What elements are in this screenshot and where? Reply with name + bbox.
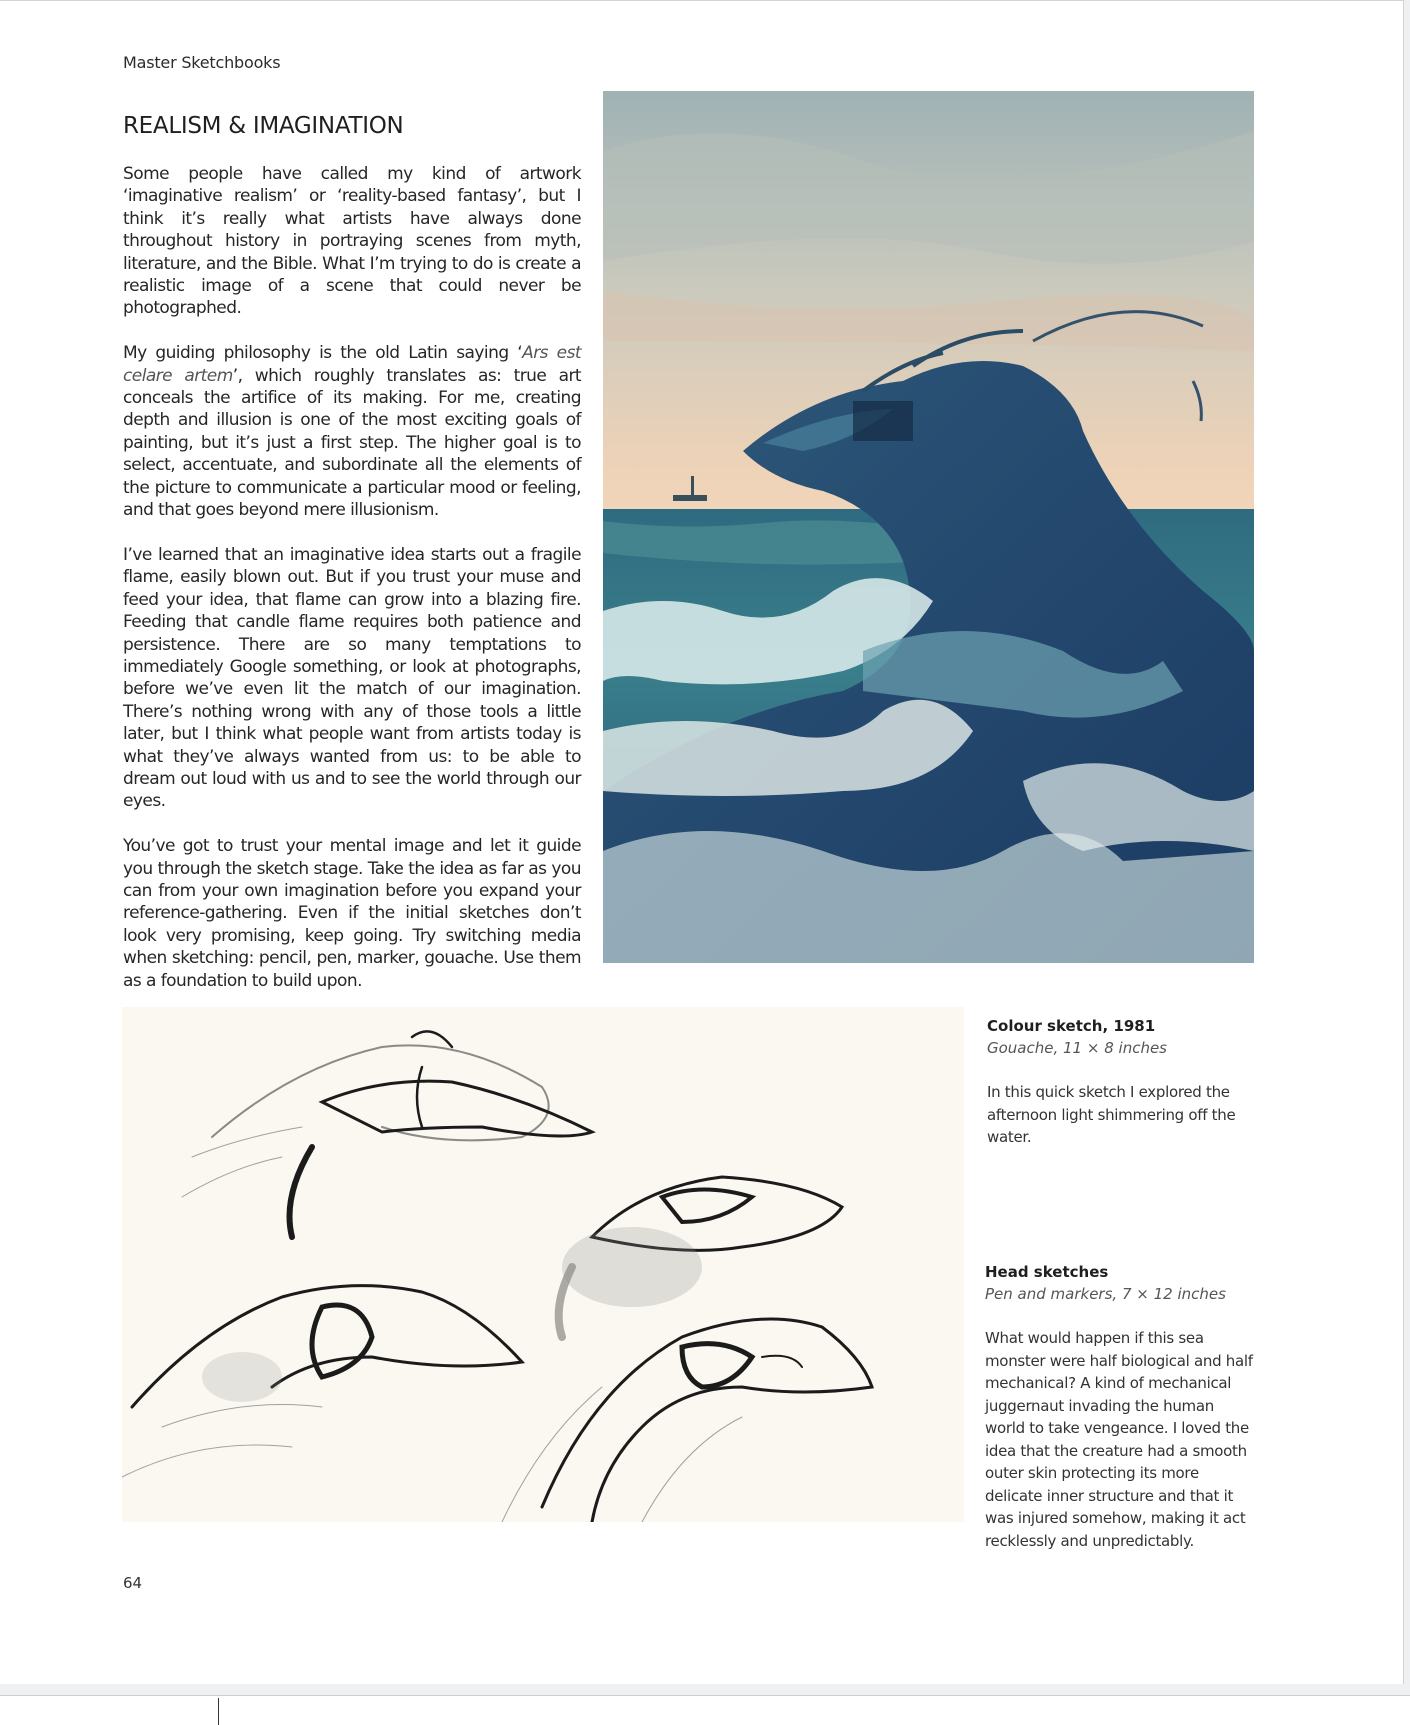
- caption-head-sketches: [985, 1261, 1255, 1552]
- paragraph-4: You’ve got to trust your mental image and let it guide you through the sketch stage. Take the idea as far as you can from your own imagination before you expand your reference-gathering. Even if the initial sketches don’t look very promising, keep going. Try switching media when sketching: pencil, pen, marker, gouache. Use them as a foundation to build upon.: [123, 836, 581, 991]
- section-title: REALISM & IMAGINATION: [123, 113, 404, 139]
- paragraph-3: I’ve learned that an imaginative idea starts out a fragile flame, easily blown out. But if you trust your muse and feed your idea, that flame can grow into a blazing fire. Feeding that candle flame requires both patience and persistence. There are so many temptations to immediately Google something, or look at photographs, before we’ve even lit the match of our imagination. There’s nothing wrong with any of those tools a little later, but I think what people want from artists today is what they’ve always wanted from us: to be able to dream out loud with us and to see the world through our eyes.: [123, 544, 581, 812]
- caption-text: In this quick sketch I explored the afternoon light shimmering off the water.: [987, 1083, 1236, 1146]
- caption-medium: Pen and markers, 7 × 12 inches: [985, 1285, 1226, 1303]
- head-sketches-drawing: [122, 1007, 964, 1522]
- toolbar-divider: [218, 1698, 219, 1725]
- page-number: 64: [123, 1574, 143, 1592]
- colour-sketch-painting: [603, 91, 1254, 963]
- running-head: Master Sketchbooks: [123, 53, 281, 72]
- caption-title: Head sketches: [985, 1263, 1109, 1281]
- caption-text: What would happen if this sea monster were half biological and half mechanical? A kind of mechanical juggernaut invading the human world to take vengeance. I loved the idea that the creature had a smooth outer skin protecting its more delicate inner structure and that it was injured somehow, making it act recklessly and unpredictably.: [985, 1329, 1253, 1550]
- body-text: [123, 163, 581, 1126]
- latin-quote: Ars est celare artem: [123, 343, 581, 386]
- caption-title: Colour sketch, 1981: [987, 1017, 1156, 1035]
- viewer-bottom-bar: [0, 1695, 1410, 1725]
- caption-colour-sketch: [987, 1015, 1237, 1149]
- paragraph-2: My guiding philosophy is the old Latin saying ‘Ars est celare artem’, which roughly translates as: true art conceals the artifice of its making. For me, creating depth and illusion is one of the most exciting goals of painting, but it’s just a first step. The higher goal is to select, accentuate, and subordinate all the elements of the picture to communicate a particular mood or feeling, and that goes beyond mere illusionism.: [123, 343, 582, 521]
- paragraph-1: Some people have called my kind of artwork ‘imaginative realism’ or ‘reality-based fantasy’, but I think it’s really what artists have always done throughout history in portraying scenes from myth, literature, and the Bible. What I’m trying to do is create a realistic image of a scene that could never be photographed.: [123, 164, 581, 319]
- caption-medium: Gouache, 11 × 8 inches: [987, 1039, 1167, 1057]
